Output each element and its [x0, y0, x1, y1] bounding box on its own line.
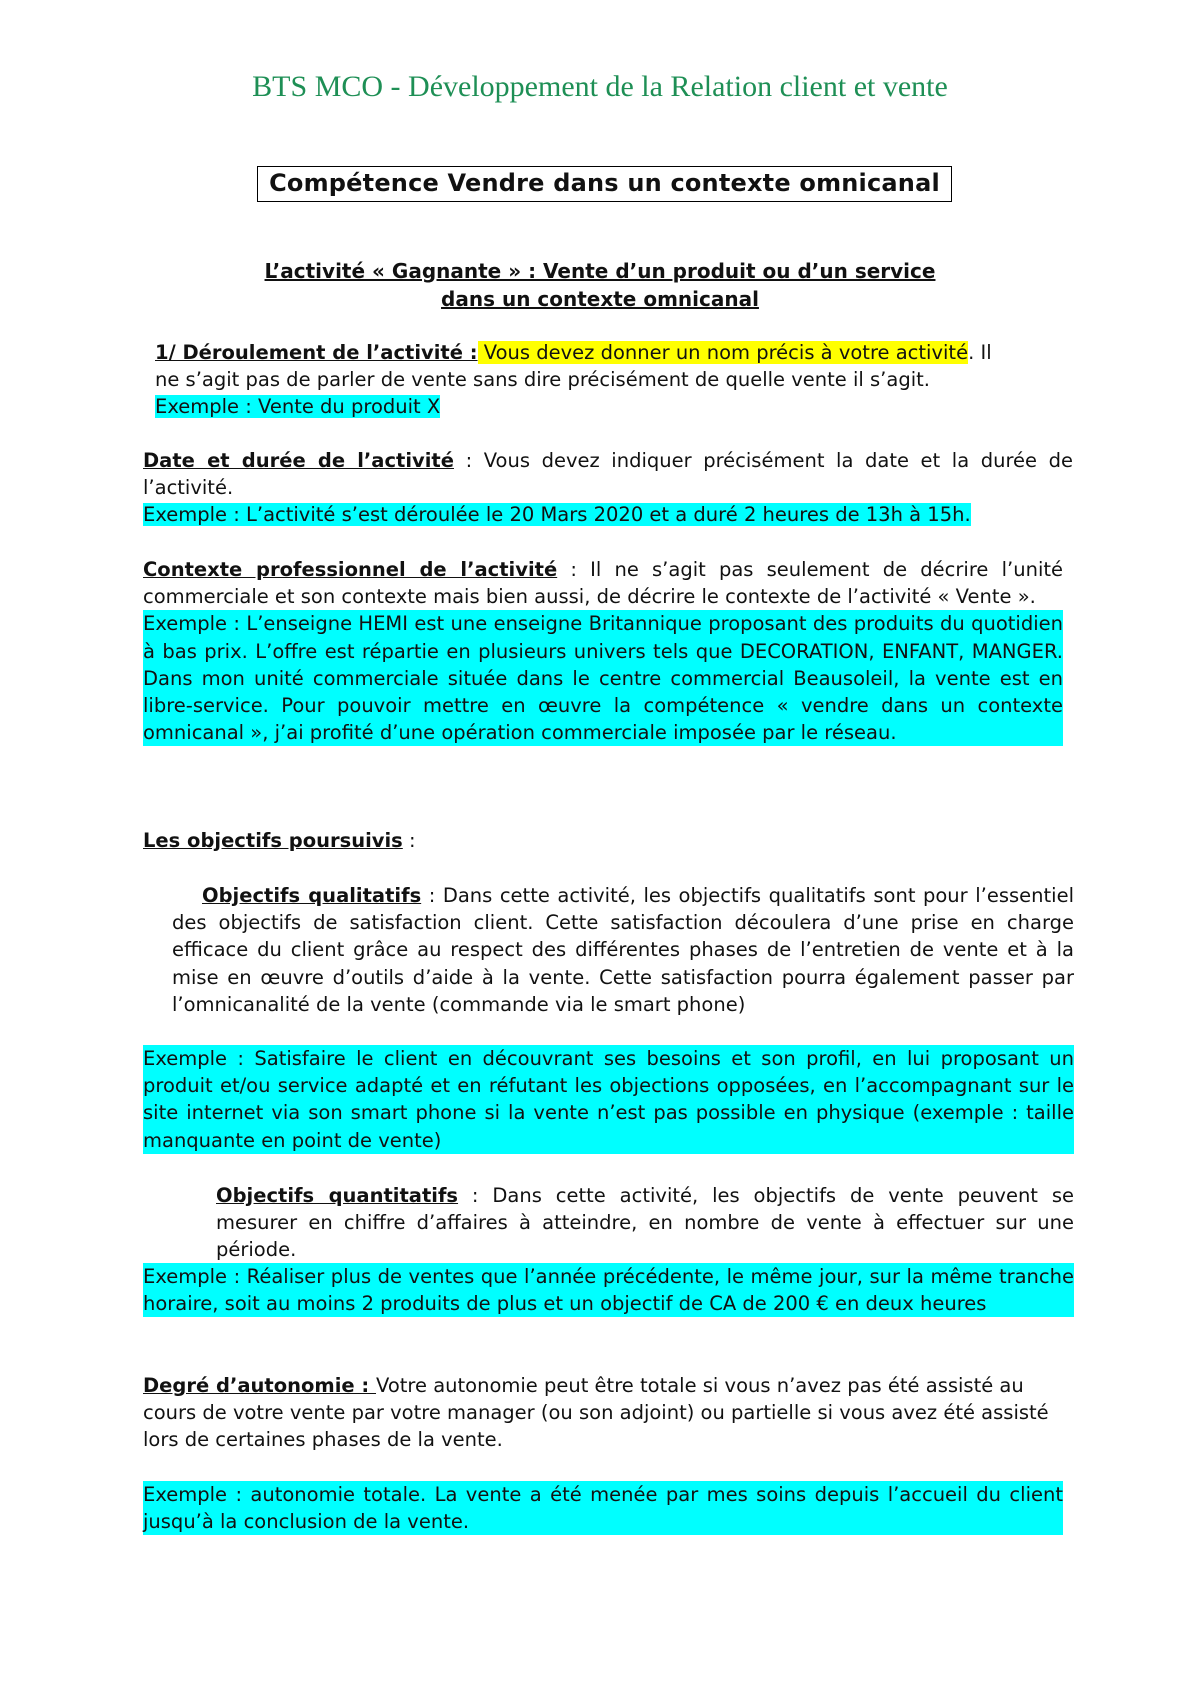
objectifs-label: Les objectifs poursuivis [143, 829, 403, 852]
autonomie-paragraph [143, 1372, 1068, 1454]
page-header: BTS MCO - Développement de la Relation client et vente [252, 70, 948, 103]
section-deroulement [155, 339, 1045, 421]
quantitatifs-example: Exemple : Réaliser plus de ventes que l’année précédente, le même jour, sur la même tranche horaire, soit au moins 2 produits de plus et un objectif de CA de 200 € en deux heures [143, 1263, 1074, 1317]
deroulement-text-end: . Il [968, 341, 992, 364]
objectifs-suffix: : [402, 829, 416, 852]
section-date-duree [143, 447, 1073, 529]
contexte-text: : Il ne s’agit pas seulement de décrire l’unité commerciale et son contexte mais bien aussi, de décrire le contexte de l’activité « Vente ». [143, 558, 1064, 609]
autonomie-text: Votre autonomie peut être totale si vous n’avez pas été assisté au cours de votre vente par votre manager (ou son adjoint) ou partielle si vous avez été assisté lors de certaines phases de la vente. [143, 1374, 1049, 1452]
date-duree-label: Date et durée de l’activité [143, 449, 454, 472]
date-duree-text: : Vous devez indiquer précisément la date et la durée de l’activité. [143, 449, 1073, 500]
deroulement-line1 [155, 339, 1045, 366]
quantitatifs-paragraph [216, 1182, 1074, 1264]
date-duree-example-wrap [143, 501, 1073, 528]
qualitatifs-text: : Dans cette activité, les objectifs qualitatifs sont pour l’essentiel des objectifs de satisfaction client. Cette satisfaction découlera d’une prise en charge efficace du client grâce au respect des différentes phases de l’entretien de vente et à la mise en œuvre d’outils d’aide à la vente. Cette satisfaction pourra également passer par l’omnicanalité de la vente (commande via le smart phone) [172, 884, 1074, 1016]
activity-title-line2: dans un contexte omnicanal [441, 287, 759, 311]
quantitatifs-text: : Dans cette activité, les objectifs de vente peuvent se mesurer en chiffre d’affaires à atteindre, en nombre de vente à effectuer sur une période. [216, 1184, 1074, 1262]
section-autonomie [143, 1372, 1068, 1454]
qualitatifs-example: Exemple : Satisfaire le client en découvrant ses besoins et son profil, en lui proposant un produit et/ou service adapté et en réfutant les objections opposées, en l’accompagnant sur le site internet via son smart phone si la vente n’est pas possible en physique (exemple : taille manquante en point de vente) [143, 1045, 1074, 1154]
quantitatifs-label: Objectifs quantitatifs [216, 1184, 459, 1207]
deroulement-example-line [155, 393, 1045, 420]
date-duree-example: Exemple : L’activité s’est déroulée le 20 Mars 2020 et a duré 2 heures de 13h à 15h. [143, 503, 971, 527]
contexte-paragraph [143, 556, 1063, 610]
deroulement-highlight: Vous devez donner un nom précis à votre activité [477, 341, 969, 364]
contexte-example: Exemple : L’enseigne HEMI est une enseigne Britannique proposant des produits du quotidien à bas prix. L’offre est répartie en plusieurs univers tels que DECORATION, ENFANT, MANGER. Dans mon unité commerciale située dans le centre commercial Beausoleil, la vente est en libre-service. Pour pouvoir mettre en œuvre la compétence « vendre dans un contexte omnicanal », j’ai profité d’une opération commerciale imposée par le réseau. [143, 610, 1063, 746]
autonomie-label: Degré d’autonomie : [143, 1374, 377, 1397]
section-objectifs [143, 827, 1063, 854]
qualitatifs-label: Objectifs qualitatifs [202, 884, 422, 907]
deroulement-line2: ne s’agit pas de parler de vente sans dire précisément de quelle vente il s’agit. [155, 368, 930, 392]
autonomie-example: Exemple : autonomie totale. La vente a été menée par mes soins depuis l’accueil du client jusqu’à la conclusion de la vente. [143, 1481, 1063, 1535]
date-duree-paragraph [143, 447, 1073, 501]
activity-title-line1: L’activité « Gagnante » : Vente d’un produit ou d’un service [264, 259, 936, 283]
activity-title [0, 257, 1200, 313]
deroulement-example: Exemple : Vente du produit X [155, 395, 441, 419]
section-contexte [143, 556, 1063, 746]
deroulement-label: 1/ Déroulement de l’activité : [155, 341, 478, 364]
contexte-label: Contexte professionnel de l’activité [143, 558, 558, 581]
qualitatifs-paragraph [172, 882, 1074, 1018]
competence-title: Compétence Vendre dans un contexte omnicanal [257, 166, 952, 202]
